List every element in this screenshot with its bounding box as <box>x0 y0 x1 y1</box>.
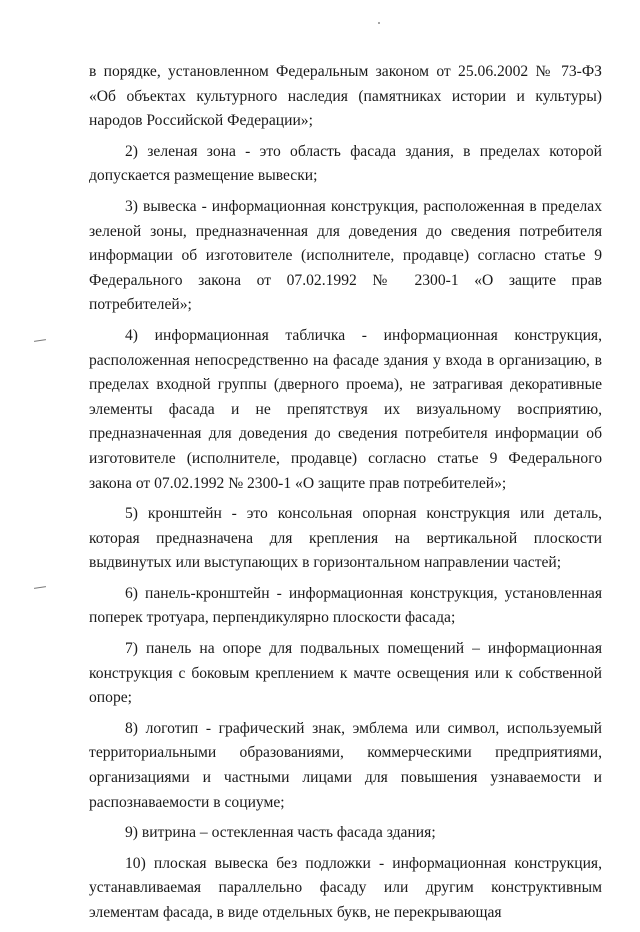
paragraph-green-zone: 2) зеленая зона - это область фасада здания, в пределах которой допускается размещение вывески; <box>89 142 602 185</box>
paragraph-intro: в порядке, установленном Федеральным законом от 25.06.2002 № 73-ФЗ «Об объектах культурного наследия (памятниках истории и культуры) народов Российской Федерации»; <box>89 63 602 130</box>
paragraph-bracket-panel: 6) панель-кронштейн - информационная конструкция, установленная поперек тротуара, перпендикулярно плоскости фасада; <box>89 584 602 627</box>
scan-mark-2 <box>34 586 46 589</box>
paragraph-flat-sign: 10) плоская вывеска без подложки - информационная конструкция, устанавливаемая параллельно фасаду или другим конструктивным элементам фасада, в виде отдельных букв, не перекрывающая <box>89 854 602 921</box>
paragraph-info-plate: 4) информационная табличка - информационная конструкция, расположенная непосредственно на фасаде здания у входа в организацию, в пределах входной группы (дверного проема), не затрагивая декоративные элементы фасада и не препятствуя их визуальному восприятию, предназначенная для доведения до сведения потребителя информации об изготовителе (исполнителе, продавце) согласно статье 9 Федерального закона от 07.02.1992 № 2300-1 «О защите прав потребителей»; <box>89 326 602 492</box>
paragraph-bracket: 5) кронштейн - это консольная опорная конструкция или деталь, которая предназначена для крепления на вертикальной плоскости выдвинутых или выступающих в горизонтальном направлении частей; <box>89 505 602 572</box>
document-body <box>89 60 602 932</box>
paragraph-logo: 8) логотип - графический знак, эмблема или символ, используемый территориальными образованиями, коммерческими предприятиями, организациями и частными лицами для повышения узнаваемости и распознаваемости в социуме; <box>89 719 602 811</box>
scan-dot <box>378 22 380 24</box>
paragraph-pole-panel: 7) панель на опоре для подвальных помещений – информационная конструкция с боковым креплением к мачте освещения или к собственной опоре; <box>89 640 602 707</box>
paragraph-shop-window: 9) витрина – остекленная часть фасада здания; <box>125 824 436 842</box>
scan-mark-1 <box>34 339 46 342</box>
paragraph-signboard: 3) вывеска - информационная конструкция, расположенная в пределах зеленой зоны, предназначенная для доведения до сведения потребителя информации об изготовителе (исполнителе, продавце) согласно статье 9 Федерального закона от 07.02.1992 № 2300-1 «О защите прав потребителей»; <box>89 197 602 314</box>
